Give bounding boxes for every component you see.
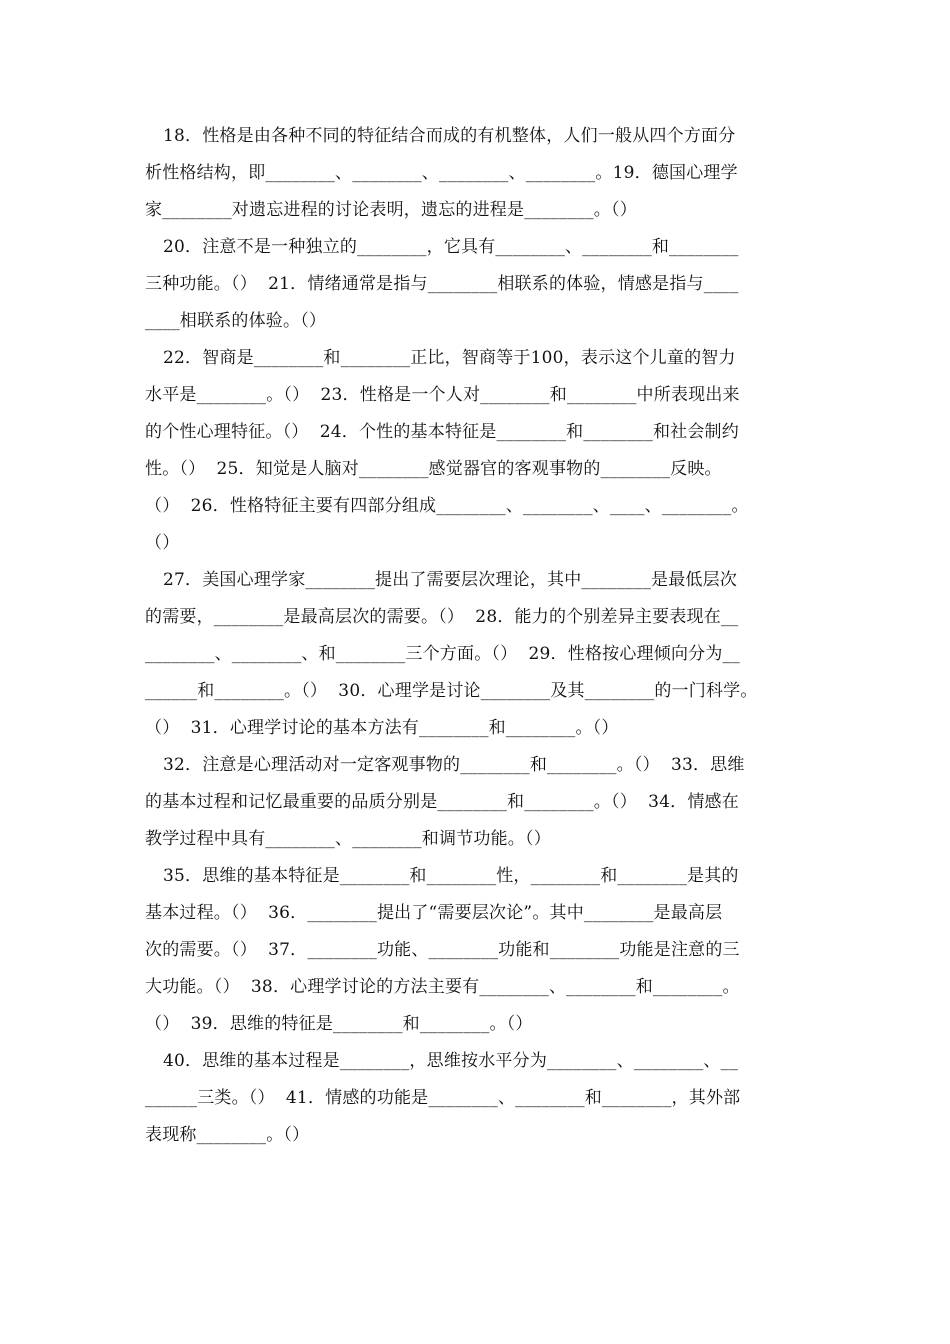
text-line: 32．注意是心理活动对一定客观事物的________和________。（） 33．思维: [163, 755, 745, 775]
text-line: 20．注意不是一种独立的________，它具有________、________和________: [163, 237, 739, 257]
text-line: （）: [145, 533, 180, 553]
text-line: 性。（） 25．知觉是人脑对________感觉器官的客观事物的________反映。: [145, 459, 722, 479]
text-line: ______三类。（） 41．情感的功能是________、________和________，其外部: [145, 1088, 741, 1108]
text-line: 18．性格是由各种不同的特征结合而成的有机整体，人们一般从四个方面分: [163, 126, 736, 146]
text-line: 40．思维的基本过程是________，思维按水平分为________、________、__: [163, 1051, 739, 1071]
text-line: 的基本过程和记忆最重要的品质分别是________和________。（） 34．情感在: [145, 792, 739, 812]
text-line: ______和________。（） 30．心理学是讨论________及其________的一门科学。: [145, 681, 758, 701]
text-line: （） 39．思维的特征是________和________。（）: [145, 1014, 533, 1034]
text-line: 教学过程中具有________、________和调节功能。（）: [145, 829, 551, 849]
text-line: 35．思维的基本特征是________和________性，________和________是其的: [163, 866, 739, 886]
text-line: 22．智商是________和________正比，智商等于100，表示这个儿童的智力: [163, 348, 736, 368]
text-line: 27．美国心理学家________提出了需要层次理论，其中________是最低层次: [163, 570, 738, 590]
text-line: ____相联系的体验。（）: [145, 311, 327, 331]
text-line: 表现称________。（）: [145, 1125, 310, 1145]
text-line: 基本过程。（） 36．________提出了“需要层次论”。其中________是最高层: [145, 903, 723, 923]
text-line: 三种功能。（） 21．情绪通常是指与________相联系的体验，情感是指与____: [145, 274, 739, 294]
text-line: 的个性心理特征。（） 24．个性的基本特征是________和________和社会制约: [145, 422, 739, 442]
text-line: 水平是________。（） 23．性格是一个人对________和________中所表现出来: [145, 385, 740, 405]
text-line: 析性格结构，即________、________、________、________。19．德国心理学: [145, 163, 738, 183]
text-line: 家________对遗忘进程的讨论表明，遗忘的进程是________。（）: [145, 200, 637, 220]
text-line: 的需要，________是最高层次的需要。（） 28．能力的个别差异主要表现在__: [145, 607, 739, 627]
text-line: 次的需要。（） 37．________功能、________功能和________功能是注意的三: [145, 940, 740, 960]
text-line: ________、________、和________三个方面。（） 29．性格按心理倾向分为__: [145, 644, 740, 664]
text-line: （） 26．性格特征主要有四部分组成________、________、____、________。: [145, 496, 749, 516]
question-text-block: [145, 118, 815, 1154]
text-line: 大功能。（） 38．心理学讨论的方法主要有________、________和________。: [145, 977, 740, 997]
text-line: （） 31．心理学讨论的基本方法有________和________。（）: [145, 718, 619, 738]
